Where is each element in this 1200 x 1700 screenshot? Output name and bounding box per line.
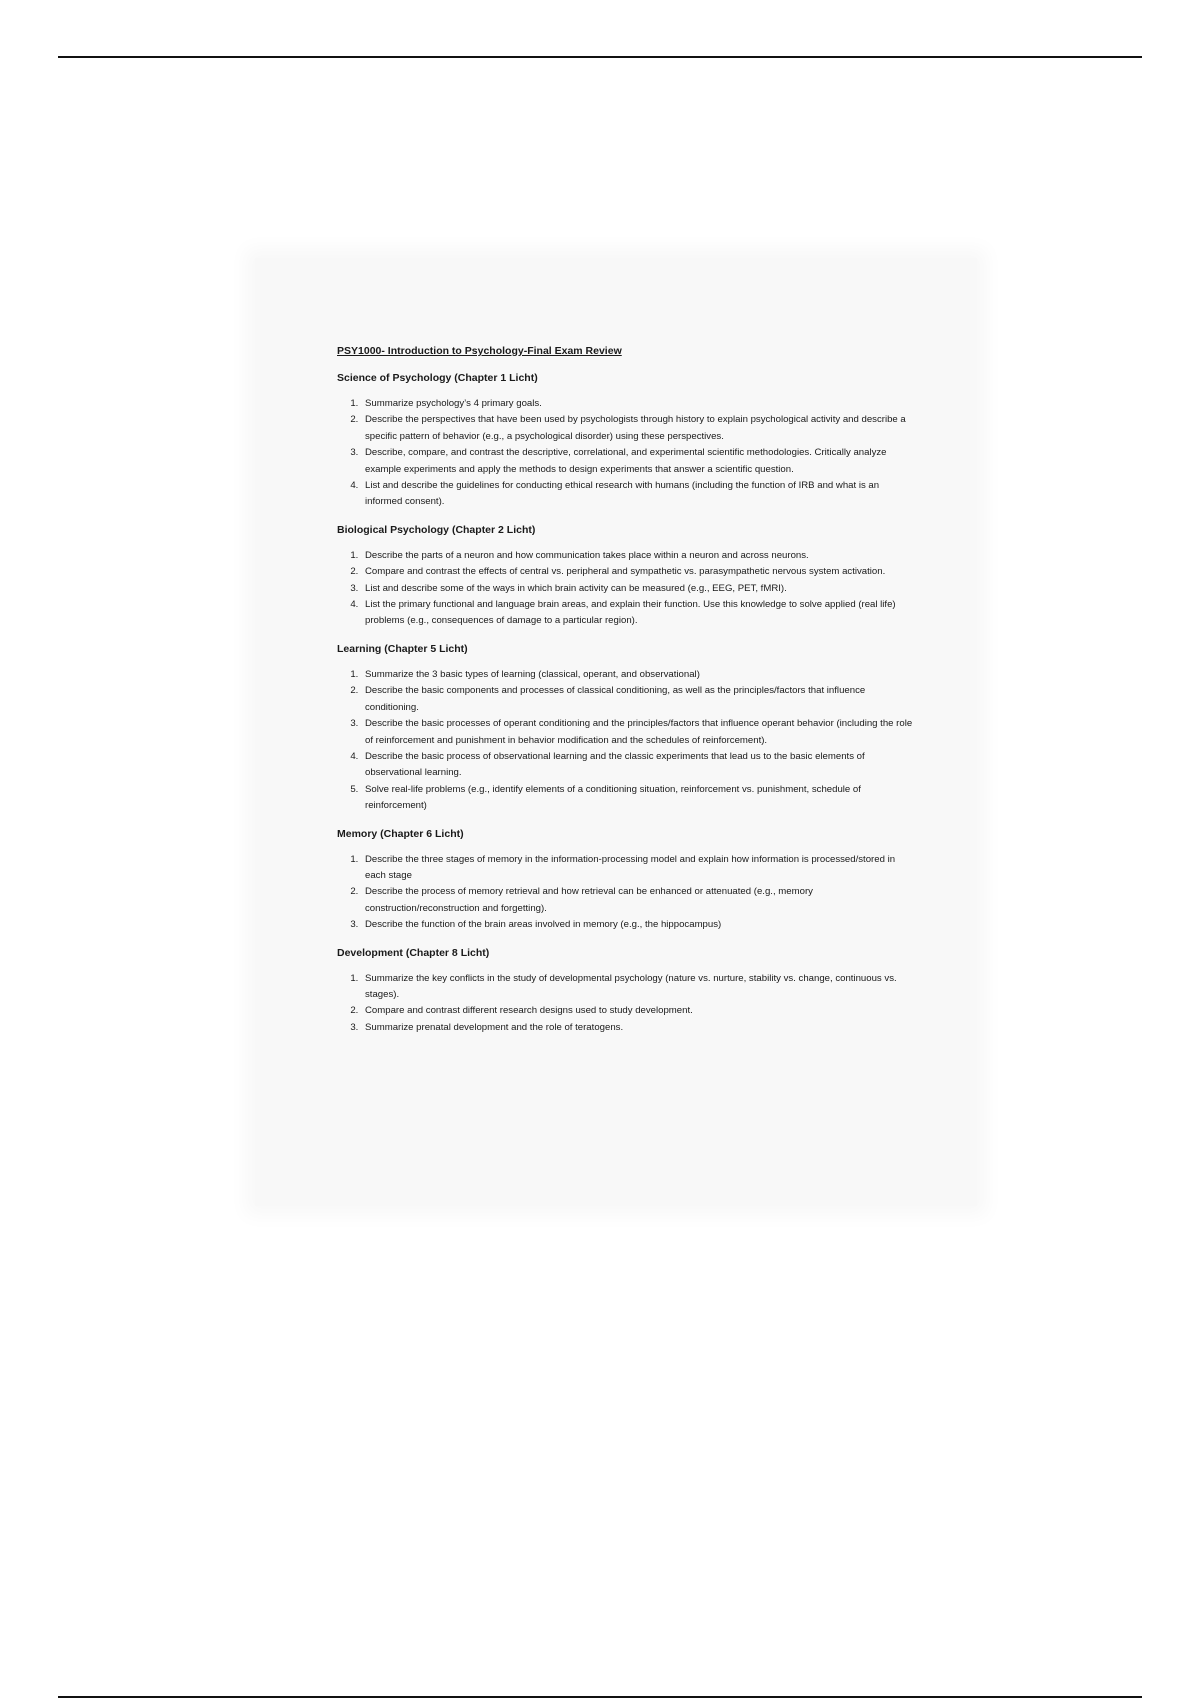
- list-item: 3. Summarize prenatal development and the role of teratogens.: [361, 1020, 917, 1036]
- list-item: 3. List and describe some of the ways in which brain activity can be measured (e.g., EEG, PET, fMRI).: [361, 581, 917, 597]
- list-item: 2. Describe the process of memory retrieval and how retrieval can be enhanced or attenuated (e.g., memory construction/reconstruction and forgetting).: [361, 884, 917, 917]
- list-item: 5. Solve real-life problems (e.g., identify elements of a conditioning situation, reinforcement vs. punishment, schedule of reinforcement): [361, 782, 917, 815]
- section-heading: Learning (Chapter 5 Licht): [337, 642, 468, 655]
- section-heading: Development (Chapter 8 Licht): [337, 946, 490, 959]
- list-item: 1. Describe the three stages of memory in the information-processing model and explain how information is processed/stored in each stage: [361, 852, 917, 885]
- list-item: 2. Describe the basic components and processes of classical conditioning, as well as the principles/factors that influence conditioning.: [361, 683, 917, 716]
- objective-list: [337, 971, 917, 1037]
- list-item: 1. Summarize the 3 basic types of learning (classical, operant, and observational): [361, 667, 917, 683]
- list-item: 2. Compare and contrast different research designs used to study development.: [361, 1003, 917, 1019]
- list-item: 2. Describe the perspectives that have been used by psychologists through history to explain psychological activity and describe a specific pattern of behavior (e.g., a psychological disorder) using these perspectives.: [361, 412, 917, 445]
- list-item: 1. Describe the parts of a neuron and how communication takes place within a neuron and across neurons.: [361, 548, 917, 564]
- top-rule: [58, 56, 1142, 58]
- scanned-page: [255, 258, 977, 1206]
- document-title: PSY1000- Introduction to Psychology-Final Exam Review: [337, 345, 622, 357]
- bottom-rule: [58, 1696, 1142, 1698]
- objective-list: [337, 852, 917, 934]
- section-memory: [337, 827, 917, 934]
- objective-list: [337, 548, 917, 630]
- section-development: [337, 946, 917, 1037]
- list-item: 3. Describe the basic processes of operant conditioning and the principles/factors that influence operant behavior (including the role of reinforcement and punishment in behavior modification and the schedules of reinforcement).: [361, 716, 917, 749]
- list-item: 4. List the primary functional and language brain areas, and explain their function. Use this knowledge to solve applied (real life) problems (e.g., consequences of damage to a particular region).: [361, 597, 917, 630]
- document-content: [337, 344, 917, 1048]
- list-item: 2. Compare and contrast the effects of central vs. peripheral and sympathetic vs. parasympathetic nervous system activation.: [361, 564, 917, 580]
- list-item: 3. Describe, compare, and contrast the descriptive, correlational, and experimental scientific methodologies. Critically analyze example experiments and apply the methods to design experiments that answer a scientific question.: [361, 445, 917, 478]
- list-item: 3. Describe the function of the brain areas involved in memory (e.g., the hippocampus): [361, 917, 917, 933]
- objective-list: [337, 667, 917, 815]
- section-learning: [337, 642, 917, 815]
- list-item: 1. Summarize psychology’s 4 primary goals.: [361, 396, 917, 412]
- list-item: 4. Describe the basic process of observational learning and the classic experiments that lead us to the basic elements of observational learning.: [361, 749, 917, 782]
- list-item: 4. List and describe the guidelines for conducting ethical research with humans (including the function of IRB and what is an informed consent).: [361, 478, 917, 511]
- section-biological: [337, 523, 917, 630]
- section-science: [337, 371, 917, 511]
- objective-list: [337, 396, 917, 511]
- section-heading: Science of Psychology (Chapter 1 Licht): [337, 372, 538, 384]
- section-heading: Memory (Chapter 6 Licht): [337, 827, 464, 840]
- section-heading: Biological Psychology (Chapter 2 Licht): [337, 523, 536, 536]
- list-item: 1. Summarize the key conflicts in the study of developmental psychology (nature vs. nurture, stability vs. change, continuous vs. stages).: [361, 971, 917, 1004]
